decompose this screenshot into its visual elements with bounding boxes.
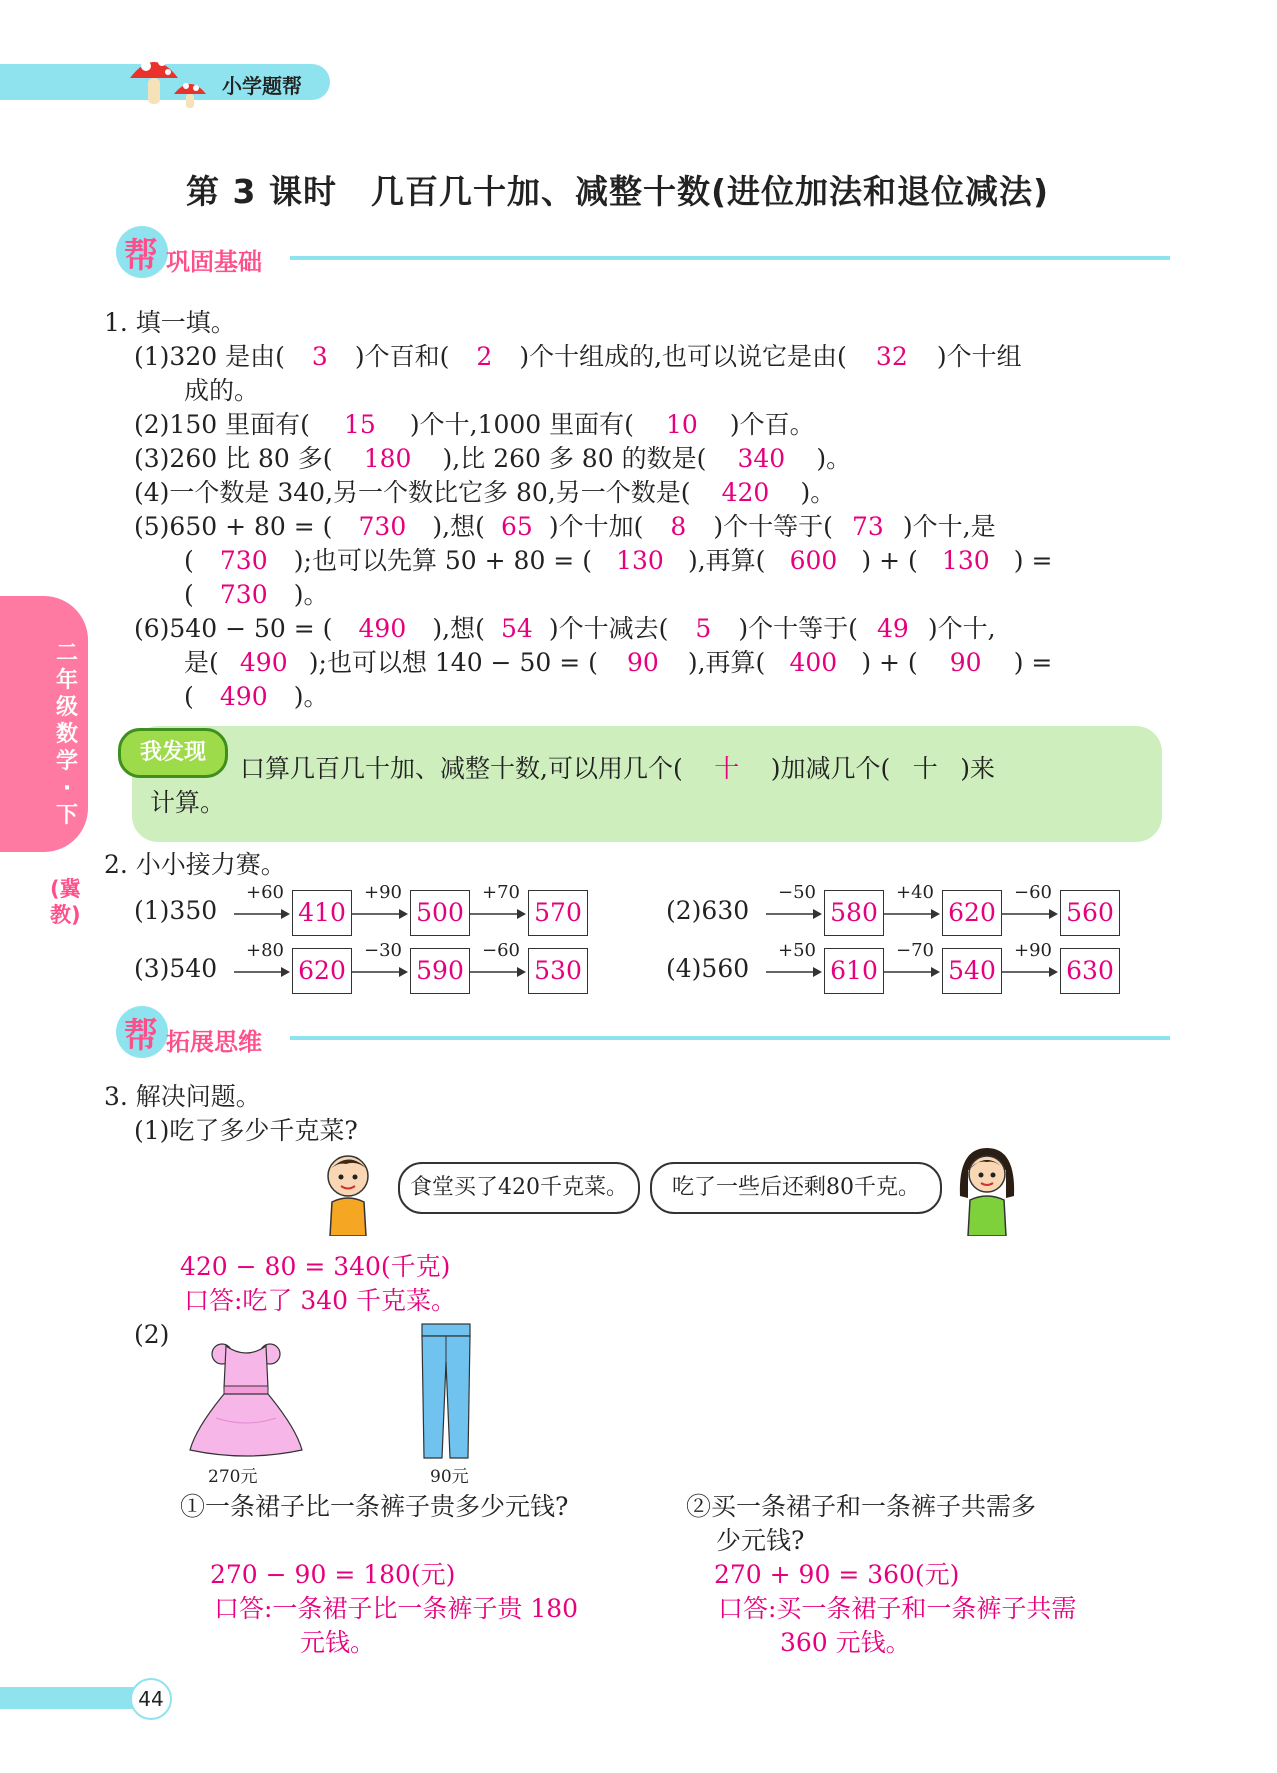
relay-answer-box: 500	[410, 890, 470, 936]
page-title: 第 3 课时 几百几十加、减整十数(进位加法和退位减法)	[186, 172, 1050, 211]
arrow-icon	[234, 966, 290, 978]
girl-icon	[952, 1144, 1022, 1236]
q3-sub1-equation: 420 − 80 = 340(千克)	[180, 1252, 451, 1281]
q1-part6-line3: ( 490 )。	[184, 682, 329, 711]
q1-heading: 1. 填一填。	[104, 308, 236, 337]
side-edition-label: (冀教)	[50, 877, 81, 927]
pants-price: 90元	[430, 1467, 469, 1487]
page-number: 44	[130, 1678, 172, 1720]
boy-speech-bubble: 食堂买了420千克菜。	[398, 1162, 640, 1214]
mushroom-icon	[120, 44, 220, 114]
q3-sub2-question-b: ②买一条裙子和一条裤子共需多	[686, 1492, 1037, 1521]
dress-price: 270元	[208, 1467, 258, 1487]
arrow-icon	[766, 908, 822, 920]
relay-operation: +90	[364, 882, 402, 903]
arrow-icon	[1002, 966, 1058, 978]
relay-answer-box: 620	[942, 890, 1002, 936]
q1-part5-line2: ( 730 );也可以先算 50 + 80 = ( 130 ),再算( 600 ) + ( 130 ) =	[184, 546, 1053, 575]
q1-part1-cont: 成的。	[184, 376, 260, 405]
relay-operation: −60	[482, 940, 520, 961]
relay-answer-box: 580	[824, 890, 884, 936]
relay-operation: −70	[896, 940, 934, 961]
boy-icon	[318, 1150, 378, 1236]
q2-heading: 2. 小小接力赛。	[104, 850, 286, 879]
arrow-icon	[234, 908, 290, 920]
arrow-icon	[470, 966, 526, 978]
relay-operation: +80	[246, 940, 284, 961]
relay-answer-box: 530	[528, 948, 588, 994]
relay-answer-box: 410	[292, 890, 352, 936]
q3-sub2-answer-a: 口答:一条裙子比一条裤子贵 180	[214, 1594, 579, 1623]
relay-answer-box: 630	[1060, 948, 1120, 994]
q1-part1: (1)320 是由( 3 )个百和( 2 )个十组成的,也可以说它是由( 32 )个十组	[134, 342, 1022, 371]
pants-icon	[418, 1322, 474, 1462]
section-extend-title: 拓展思维	[166, 1028, 262, 1056]
q1-part5-line3: ( 730 )。	[184, 580, 329, 609]
q3-sub1-heading: (1)吃了多少千克菜?	[134, 1116, 358, 1145]
relay-operation: −60	[1014, 882, 1052, 903]
footer-band	[0, 1687, 150, 1709]
relay-operation: −50	[778, 882, 816, 903]
side-grade-label: 二年级数学·下	[55, 641, 78, 828]
relay-operation: +70	[482, 882, 520, 903]
discover-line2: 计算。	[150, 788, 226, 817]
relay-answer-box: 570	[528, 890, 588, 936]
section-divider	[290, 1036, 1170, 1040]
relay-operation: +50	[778, 940, 816, 961]
relay-start-label: (2)630	[666, 896, 750, 925]
discover-badge: 我发现	[118, 728, 228, 778]
relay-start-label: (1)350	[134, 896, 218, 925]
q1-part3: (3)260 比 80 多( 180 ),比 260 多 80 的数是( 340 )。	[134, 444, 852, 473]
section-basic-title: 巩固基础	[166, 248, 262, 276]
q3-sub2-equation-b: 270 + 90 = 360(元)	[714, 1560, 960, 1589]
q3-heading: 3. 解决问题。	[104, 1082, 261, 1111]
brand-label: 小学题帮	[222, 74, 302, 98]
q1-part5-line1: (5)650 + 80 = ( 730 ),想( 65 )个十加( 8 )个十等于( 73 )个十,是	[134, 512, 996, 541]
section-basic-bang: 帮	[124, 236, 158, 276]
relay-start-label: (4)560	[666, 954, 750, 983]
discover-line1: 口算几百几十加、减整十数,可以用几个( 十 )加减几个( 十 )来	[240, 754, 995, 783]
q3-sub2-question-a: ①一条裙子比一条裤子贵多少元钱?	[180, 1492, 569, 1521]
q3-sub2-answer-b-cont: 360 元钱。	[780, 1628, 911, 1657]
q1-part4: (4)一个数是 340,另一个数比它多 80,另一个数是( 420 )。	[134, 478, 836, 507]
section-extend-bang: 帮	[124, 1016, 158, 1056]
arrow-icon	[352, 966, 408, 978]
q1-part2: (2)150 里面有( 15 )个十,1000 里面有( 10 )个百。	[134, 410, 815, 439]
relay-operation: +90	[1014, 940, 1052, 961]
q3-sub2-question-b-cont: 少元钱?	[716, 1526, 805, 1555]
relay-operation: −30	[364, 940, 402, 961]
dress-icon	[186, 1338, 306, 1458]
relay-operation: +40	[896, 882, 934, 903]
arrow-icon	[766, 966, 822, 978]
q3-sub2-heading: (2)	[134, 1320, 170, 1349]
relay-answer-box: 560	[1060, 890, 1120, 936]
relay-answer-box: 610	[824, 948, 884, 994]
section-divider	[290, 256, 1170, 260]
girl-speech-bubble: 吃了一些后还剩80千克。	[650, 1162, 942, 1214]
relay-answer-box: 590	[410, 948, 470, 994]
relay-answer-box: 540	[942, 948, 1002, 994]
relay-start-label: (3)540	[134, 954, 218, 983]
arrow-icon	[352, 908, 408, 920]
q3-sub1-answer: 口答:吃了 340 千克菜。	[184, 1286, 457, 1315]
arrow-icon	[884, 966, 940, 978]
q1-part6-line2: 是( 490 );也可以想 140 − 50 = ( 90 ),再算( 400 ) + ( 90 ) =	[184, 648, 1053, 677]
q3-sub2-answer-b: 口答:买一条裙子和一条裤子共需	[718, 1594, 1077, 1623]
arrow-icon	[884, 908, 940, 920]
relay-answer-box: 620	[292, 948, 352, 994]
arrow-icon	[470, 908, 526, 920]
q1-part6-line1: (6)540 − 50 = ( 490 ),想( 54 )个十减去( 5 )个十等于( 49 )个十,	[134, 614, 996, 643]
relay-operation: +60	[246, 882, 284, 903]
arrow-icon	[1002, 908, 1058, 920]
q3-sub2-answer-a-cont: 元钱。	[300, 1628, 376, 1657]
q3-sub2-equation-a: 270 − 90 = 180(元)	[210, 1560, 456, 1589]
